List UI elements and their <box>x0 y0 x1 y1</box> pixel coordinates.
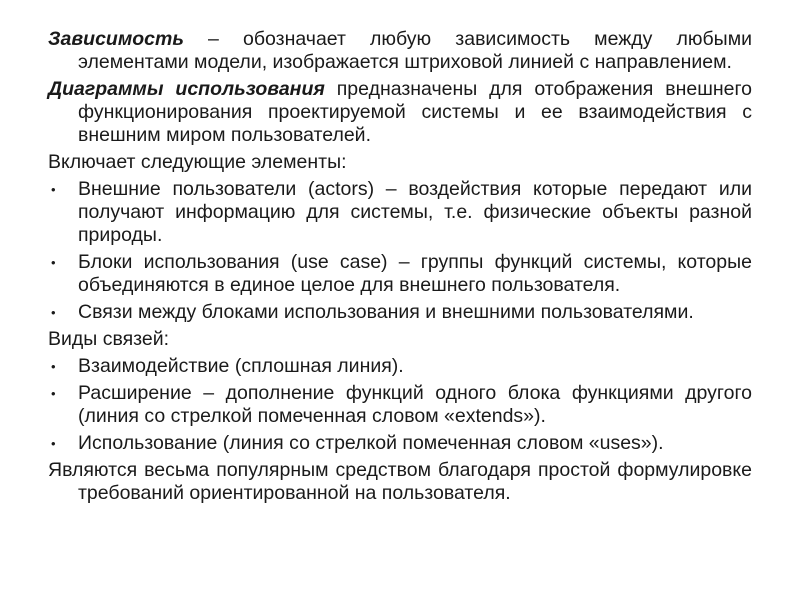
list-item <box>48 355 752 378</box>
list-item <box>48 301 752 324</box>
list-item <box>48 382 752 428</box>
list-item-text: Расширение – дополнение функций одного блока функциями другого (линия со стрелкой помеченная словом «extends»). <box>78 382 752 427</box>
bullet-icon: • <box>51 255 56 270</box>
bullet-icon: • <box>51 305 56 320</box>
bullet-icon: • <box>51 386 56 401</box>
bullet-icon: • <box>51 359 56 374</box>
usecase-diagrams-text: предназначены для отображения внешнего функционирования проектируемой системы и ее взаимодействия с внешним миром пользователей. <box>78 78 752 146</box>
elements-list <box>48 178 752 324</box>
usecase-diagrams-term: Диаграммы использования <box>48 78 325 100</box>
conclusion-paragraph: Являются весьма популярным средством благодаря простой формулировке требований ориентированной на пользователя. <box>48 459 752 504</box>
links-heading: Виды связей: <box>48 328 170 350</box>
list-item-text: Внешние пользователи (actors) – воздействия которые передают или получают информацию для системы, т.е. физические объекты разной природы. <box>78 178 752 246</box>
list-item-text: Блоки использования (use case) – группы функций системы, которые объединяются в единое целое для внешнего пользователя. <box>78 251 752 296</box>
dependency-text: – обозначает любую зависимость между любыми элементами модели, изображается штриховой линией с направлением. <box>78 28 752 73</box>
list-item <box>48 251 752 297</box>
slide-content <box>48 28 752 509</box>
dependency-term: Зависимость <box>48 28 184 50</box>
list-item-text: Использование (линия со стрелкой помеченная словом «uses»). <box>78 432 664 454</box>
bullet-icon: • <box>51 182 56 197</box>
includes-heading: Включает следующие элементы: <box>48 151 347 173</box>
list-item <box>48 432 752 455</box>
bullet-icon: • <box>51 436 56 451</box>
list-item <box>48 178 752 247</box>
dependency-paragraph <box>48 28 752 74</box>
usecase-diagrams-paragraph <box>48 78 752 147</box>
links-list <box>48 355 752 455</box>
list-item-text: Связи между блоками использования и внешними пользователями. <box>78 301 694 323</box>
list-item-text: Взаимодействие (сплошная линия). <box>78 355 404 377</box>
